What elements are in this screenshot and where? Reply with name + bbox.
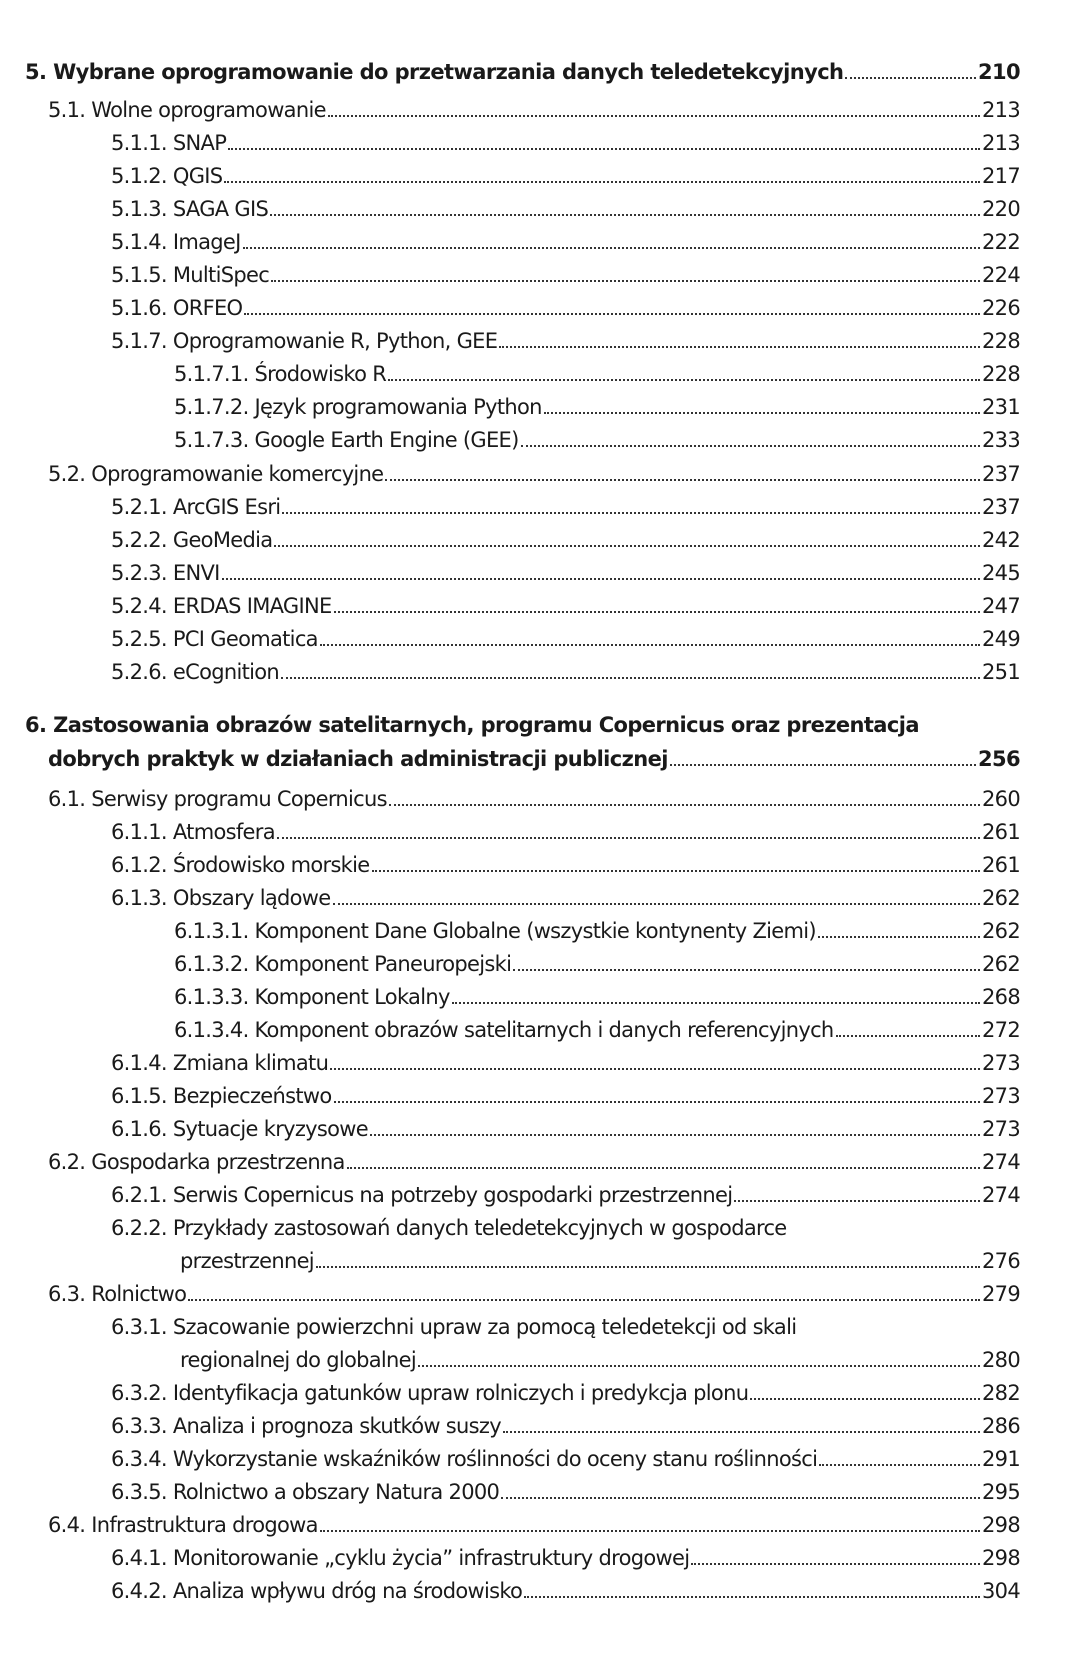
toc-entry-6-1 — [48, 786, 1020, 812]
toc-entry-6-1-6 — [111, 1116, 1020, 1142]
dot-leader — [243, 247, 980, 249]
toc-entry-6-2-1 — [111, 1182, 1020, 1208]
toc-entry-label: 5.1.4. ImageJ — [111, 230, 241, 254]
dot-leader — [418, 1365, 980, 1367]
toc-entry-6-3-1 — [180, 1347, 1020, 1373]
toc-entry-6-1-5 — [111, 1083, 1020, 1109]
toc-entry-label: 6.3.4. Wykorzystanie wskaźników roślinności do oceny stanu roślinności — [111, 1447, 818, 1471]
toc-entry-label: regionalnej do globalnej — [180, 1348, 417, 1372]
toc-page-number: 280 — [982, 1348, 1020, 1372]
toc-entry-label: 5. Wybrane oprogramowanie do przetwarzania danych teledetekcyjnych — [25, 60, 844, 84]
toc-entry-6-1-3-4 — [174, 1017, 1020, 1043]
toc-entry-6-3-1-line1: 6.3.1. Szacowanie powierzchni upraw za pomocą teledetekcji od skali — [111, 1315, 797, 1339]
dot-leader — [836, 1035, 980, 1037]
toc-entry-5-2-1 — [111, 494, 1020, 520]
toc-page-number: 274 — [982, 1183, 1020, 1207]
toc-entry-5-1-4 — [111, 229, 1020, 255]
toc-page-number: 222 — [982, 230, 1020, 254]
toc-entry-label: 5.1.7.2. Język programowania Python — [174, 395, 542, 419]
dot-leader — [222, 578, 980, 580]
toc-entry-5-1-3 — [111, 196, 1020, 222]
toc-page-number: 276 — [982, 1249, 1020, 1273]
dot-leader — [188, 1299, 980, 1301]
toc-entry-label: 6.1.3.4. Komponent obrazów satelitarnych i danych referencyjnych — [174, 1018, 834, 1042]
dot-leader — [501, 1497, 980, 1499]
dot-leader — [389, 804, 980, 806]
toc-entry-6-4-1 — [111, 1545, 1020, 1571]
dot-leader — [524, 1596, 980, 1598]
toc-entry-5-1-7-2 — [174, 394, 1020, 420]
dot-leader — [334, 1101, 981, 1103]
toc-page-number: 260 — [982, 787, 1020, 811]
dot-leader — [277, 837, 980, 839]
toc-entry-label: 6.4.2. Analiza wpływu dróg na środowisko — [111, 1579, 523, 1603]
toc-entry-5-2 — [48, 461, 1020, 487]
toc-entry-label: 5.2.5. PCI Geomatica — [111, 627, 318, 651]
toc-page-number: 217 — [982, 164, 1020, 188]
toc-entry-label: 6.3.5. Rolnictwo a obszary Natura 2000 — [111, 1480, 500, 1504]
toc-entry-label: dobrych praktyk w działaniach administracji publicznej — [48, 747, 668, 771]
dot-leader — [282, 512, 980, 514]
toc-entry-6-2 — [48, 1149, 1020, 1175]
dot-leader — [281, 677, 980, 679]
dot-leader — [385, 479, 980, 481]
toc-entry-6-1-2 — [111, 852, 1020, 878]
toc-entry-label: 6.1.5. Bezpieczeństwo — [111, 1084, 332, 1108]
toc-entry-label: 5.1.7.1. Środowisko R — [174, 362, 387, 386]
toc-entry-label: przestrzennej — [180, 1249, 314, 1273]
dot-leader — [347, 1167, 980, 1169]
toc-page-number: 231 — [982, 395, 1020, 419]
dot-leader — [330, 1068, 980, 1070]
toc-page-number: 273 — [982, 1051, 1020, 1075]
toc-page-number: 273 — [982, 1084, 1020, 1108]
dot-leader — [271, 280, 980, 282]
toc-entry-6-3 — [48, 1281, 1020, 1307]
toc-page-number: 295 — [982, 1480, 1020, 1504]
toc-page-number: 213 — [982, 98, 1020, 122]
dot-leader — [316, 1266, 980, 1268]
toc-entry-5-1-7-3 — [174, 427, 1020, 453]
toc-entry-label: 6.1.3.2. Komponent Paneuropejski — [174, 952, 512, 976]
toc-entry-6-4 — [48, 1512, 1020, 1538]
toc-page-number: 286 — [982, 1414, 1020, 1438]
toc-entry-5-1-6 — [111, 295, 1020, 321]
dot-leader — [274, 545, 980, 547]
toc-page-number: 261 — [982, 820, 1020, 844]
toc-entry-label: 6.1.4. Zmiana klimatu — [111, 1051, 329, 1075]
toc-page-number: 228 — [982, 362, 1020, 386]
toc-page-number: 272 — [982, 1018, 1020, 1042]
toc-page-number: 237 — [982, 462, 1020, 486]
dot-leader — [320, 644, 980, 646]
dot-leader — [328, 115, 980, 117]
dot-leader — [228, 148, 980, 150]
toc-entry-5-1-5 — [111, 262, 1020, 288]
dot-leader — [734, 1200, 980, 1202]
toc-entry-5-2-6 — [111, 659, 1020, 685]
toc-page-number: 256 — [977, 747, 1020, 771]
dot-leader — [452, 1002, 980, 1004]
toc-entry-label: 6.1.6. Sytuacje kryzysowe — [111, 1117, 368, 1141]
toc-entry-6-1-3 — [111, 885, 1020, 911]
toc-entry-chapter-5 — [25, 59, 1020, 85]
toc-entry-label: 6.3.2. Identyfikacja gatunków upraw rolniczych i predykcja plonu — [111, 1381, 749, 1405]
toc-entry-label: 5.2.1. ArcGIS Esri — [111, 495, 281, 519]
toc-page-number: 282 — [982, 1381, 1020, 1405]
toc-page-number: 220 — [982, 197, 1020, 221]
dot-leader — [499, 346, 980, 348]
toc-entry-label: 5.1.3. SAGA GIS — [111, 197, 269, 221]
dot-leader — [750, 1398, 980, 1400]
toc-page-number: 279 — [982, 1282, 1020, 1306]
dot-leader — [388, 379, 980, 381]
toc-entry-label: 5.1. Wolne oprogramowanie — [48, 98, 326, 122]
dot-leader — [320, 1530, 980, 1532]
toc-entry-label: 5.1.6. ORFEO — [111, 296, 243, 320]
toc-page-number: 224 — [982, 263, 1020, 287]
toc-entry-6-1-3-3 — [174, 984, 1020, 1010]
toc-entry-label: 6.4.1. Monitorowanie „cyklu życia” infrastruktury drogowej — [111, 1546, 690, 1570]
toc-entry-6-3-3 — [111, 1413, 1020, 1439]
toc-page-number: 262 — [982, 919, 1020, 943]
toc-page-number: 261 — [982, 853, 1020, 877]
toc-page-number: 247 — [982, 594, 1020, 618]
dot-leader — [818, 936, 980, 938]
toc-entry-5-1-2 — [111, 163, 1020, 189]
toc-entry-label: 6.2.1. Serwis Copernicus na potrzeby gospodarki przestrzennej — [111, 1183, 733, 1207]
toc-entry-6-1-1 — [111, 819, 1020, 845]
toc-page-number: 274 — [982, 1150, 1020, 1174]
toc-entry-label: 5.2.2. GeoMedia — [111, 528, 273, 552]
toc-page-number: 304 — [982, 1579, 1020, 1603]
toc-entry-label: 6.1.3.1. Komponent Dane Globalne (wszystkie kontynenty Ziemi) — [174, 919, 816, 943]
toc-page-number: 298 — [982, 1513, 1020, 1537]
dot-leader — [691, 1563, 980, 1565]
dot-leader — [244, 313, 980, 315]
toc-page-number: 245 — [982, 561, 1020, 585]
toc-entry-label: 5.2.6. eCognition — [111, 660, 280, 684]
toc-entry-label: 5.1.2. QGIS — [111, 164, 223, 188]
toc-entry-label: 5.2. Oprogramowanie komercyjne — [48, 462, 384, 486]
dot-leader — [370, 1134, 980, 1136]
toc-entry-6-3-5 — [111, 1479, 1020, 1505]
toc-entry-label: 5.2.3. ENVI — [111, 561, 220, 585]
toc-entry-6-3-4 — [111, 1446, 1020, 1472]
toc-entry-5-1 — [48, 97, 1020, 123]
dot-leader — [334, 611, 980, 613]
toc-entry-chapter-6 — [48, 746, 1020, 772]
toc-page-number: 226 — [982, 296, 1020, 320]
toc-page-number: 298 — [982, 1546, 1020, 1570]
toc-page-number: 291 — [982, 1447, 1020, 1471]
toc-entry-5-2-2 — [111, 527, 1020, 553]
toc-page-number: 251 — [982, 660, 1020, 684]
toc-entry-label: 5.2.4. ERDAS IMAGINE — [111, 594, 332, 618]
dot-leader — [372, 870, 981, 872]
dot-leader — [544, 412, 980, 414]
toc-entry-label: 5.1.7. Oprogramowanie R, Python, GEE — [111, 329, 498, 353]
dot-leader — [503, 1431, 980, 1433]
toc-entry-label: 6.1.1. Atmosfera — [111, 820, 275, 844]
toc-entry-5-1-7 — [111, 328, 1020, 354]
toc-entry-6-1-3-1 — [174, 918, 1020, 944]
toc-entry-6-2-2-line1: 6.2.2. Przykłady zastosowań danych teledetekcyjnych w gospodarce — [111, 1216, 787, 1240]
toc-entry-5-2-5 — [111, 626, 1020, 652]
toc-page-number: 249 — [982, 627, 1020, 651]
toc-page-number: 210 — [977, 60, 1020, 84]
toc-entry-5-2-4 — [111, 593, 1020, 619]
dot-leader — [845, 77, 976, 79]
toc-page-number: 262 — [982, 886, 1020, 910]
toc-page-number: 237 — [982, 495, 1020, 519]
dot-leader — [333, 903, 981, 905]
toc-page-number: 228 — [982, 329, 1020, 353]
toc-entry-label: 6.1.3.3. Komponent Lokalny — [174, 985, 450, 1009]
toc-entry-6-1-4 — [111, 1050, 1020, 1076]
toc-entry-6-4-2 — [111, 1578, 1020, 1604]
dot-leader — [270, 214, 980, 216]
toc-entry-5-2-3 — [111, 560, 1020, 586]
dot-leader — [670, 764, 976, 766]
dot-leader — [224, 181, 980, 183]
dot-leader — [819, 1464, 980, 1466]
toc-page-number: 262 — [982, 952, 1020, 976]
dot-leader — [521, 445, 980, 447]
toc-entry-6-3-2 — [111, 1380, 1020, 1406]
toc-page-number: 268 — [982, 985, 1020, 1009]
toc-entry-label: 5.1.7.3. Google Earth Engine (GEE) — [174, 428, 519, 452]
toc-entry-label: 6.1. Serwisy programu Copernicus — [48, 787, 387, 811]
toc-entry-label: 6.3. Rolnictwo — [48, 1282, 187, 1306]
toc-entry-6-1-3-2 — [174, 951, 1020, 977]
toc-entry-6-2-2 — [180, 1248, 1020, 1274]
toc-page-number: 242 — [982, 528, 1020, 552]
toc-entry-5-1-7-1 — [174, 361, 1020, 387]
toc-page-number: 233 — [982, 428, 1020, 452]
toc-entry-label: 6.1.2. Środowisko morskie — [111, 853, 370, 877]
toc-entry-label: 6.1.3. Obszary lądowe — [111, 886, 331, 910]
toc-entry-label: 5.1.5. MultiSpec — [111, 263, 270, 287]
toc-entry-5-1-1 — [111, 130, 1020, 156]
toc-page-number: 273 — [982, 1117, 1020, 1141]
toc-entry-label: 6.4. Infrastruktura drogowa — [48, 1513, 318, 1537]
dot-leader — [513, 969, 980, 971]
toc-entry-label: 6.3.3. Analiza i prognoza skutków suszy — [111, 1414, 501, 1438]
toc-page-number: 213 — [982, 131, 1020, 155]
toc-entry-label: 6.2. Gospodarka przestrzenna — [48, 1150, 345, 1174]
toc-entry-label: 5.1.1. SNAP — [111, 131, 227, 155]
toc-entry-chapter-6-line1: 6. Zastosowania obrazów satelitarnych, programu Copernicus oraz prezentacja — [25, 713, 919, 737]
